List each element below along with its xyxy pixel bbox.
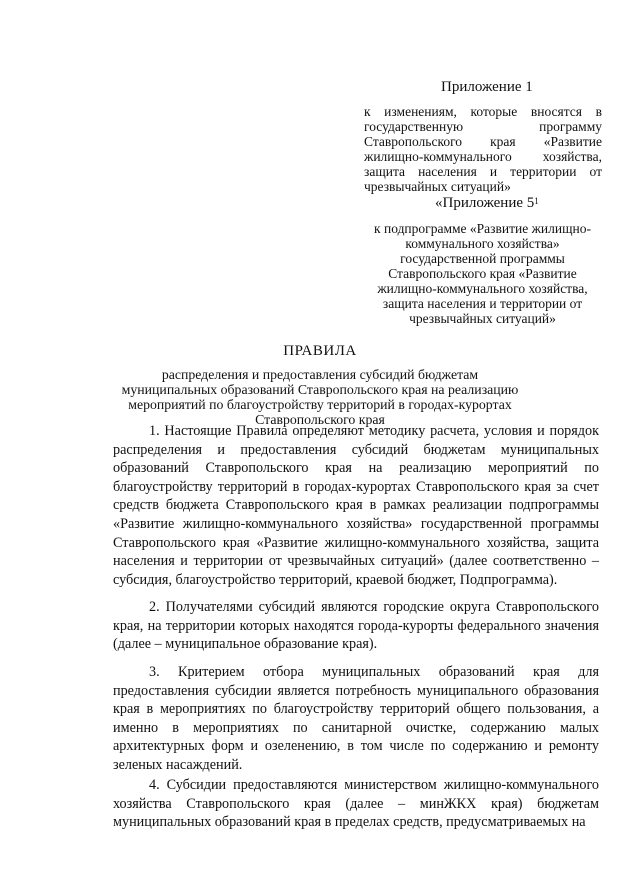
appendix-text: к изменениям, которые вносятся в государственную программу Ставропольского края «Развитие жилищно-коммунального хозяйства, защита населения и территории от чрезвычайных ситуаций» bbox=[364, 104, 602, 194]
appendix5-text: к подпрограмме «Развитие жилищно-коммунального хозяйства» государственной программы Ставропольского края «Развитие жилищно-коммунального хозяйства, защита населения и территории от чрезвычайных ситуаций» bbox=[374, 221, 591, 326]
document-title: ПРАВИЛА bbox=[283, 343, 357, 359]
paragraph-2: 2. Получателями субсидий являются городские округа Ставропольского края, на территории которых находятся города-курорты федерального значения (далее – муниципальное образование края). bbox=[113, 599, 599, 653]
document-subtitle: распределения и предоставления субсидий бюджетам муниципальных образований Ставропольского края на реализацию мероприятий по благоустройству территорий в городах-курортах Ставропольского края bbox=[121, 367, 519, 427]
paragraph-4: 4. Субсидии предоставляются министерством жилищно-коммунального хозяйства Ставропольского края (далее – минЖКХ края) бюджетам муниципальных образований края в пределах средств, предусматриваемых на bbox=[113, 777, 599, 831]
appendix-title: Приложение 1 bbox=[441, 79, 533, 95]
paragraph-1: 1. Настоящие Правила определяют методику расчета, условия и порядок распределения и предоставления субсидий бюджетам муниципальных образований Ставропольского края на реализацию мероприятий по благоустройству территорий в городах-курортах Ставропольского края за счет средств бюджета Ставропольского края в рамках реализации подпрограммы «Развитие жилищно-коммунального хозяйства» государственной программы Ставропольского края «Развитие жилищно-коммунального хозяйства, защита населения и территории от чрезвычайных ситуаций» (далее соответственно – субсидия, благоустройство территорий, краевой бюджет, Подпрограмма). bbox=[113, 423, 599, 588]
paragraph-3: 3. Критерием отбора муниципальных образований края для предоставления субсидии является потребность муниципального образования края в мероприятиях по благоустройству территорий общего пользования, а именно в мероприятиях по санитарной очистке, содержанию малых архитектурных форм и озеленению, в том числе по содержанию и ремонту зеленых насаждений. bbox=[113, 664, 599, 773]
appendix5-title-text: «Приложение 5 bbox=[435, 195, 535, 211]
appendix5-superscript: 1 bbox=[534, 196, 539, 206]
appendix5-title bbox=[435, 194, 539, 212]
